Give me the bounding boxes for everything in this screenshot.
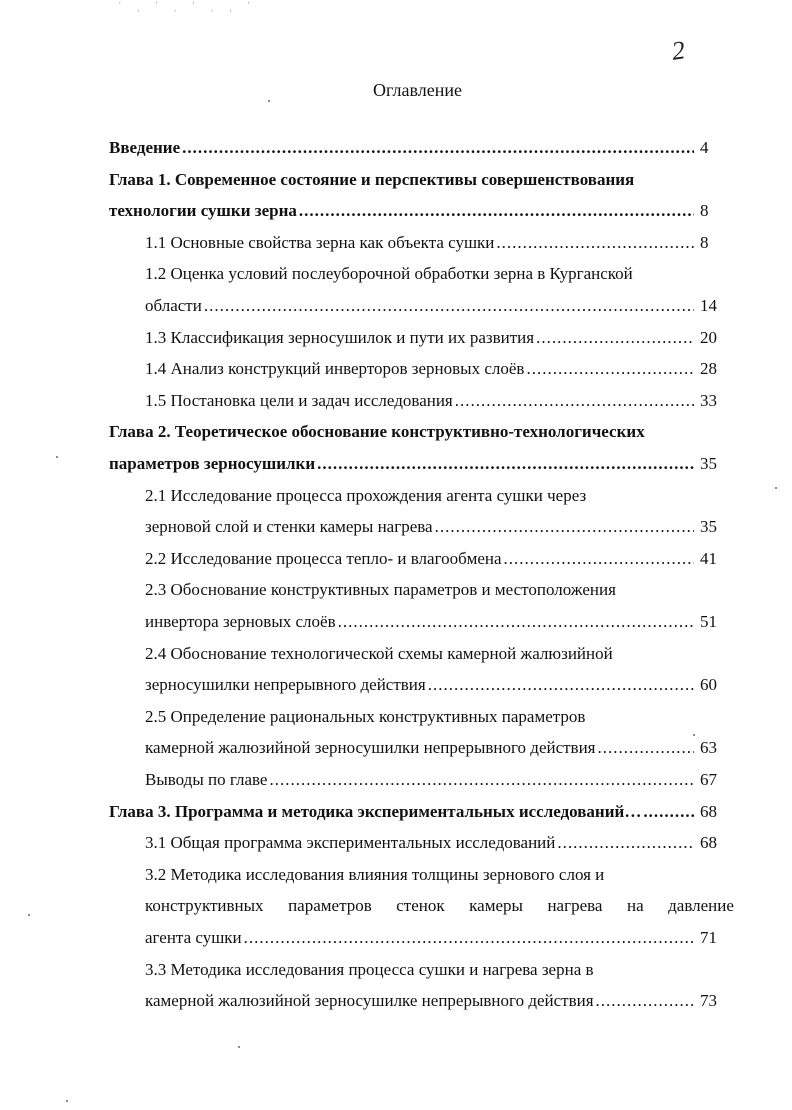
toc-chapter-entry [109, 802, 734, 834]
toc-word: конструктивных [145, 896, 264, 916]
scan-speck [693, 734, 695, 736]
toc-entry-text: 2.4 Обоснование технологической схемы камерной жалюзийной [145, 643, 613, 663]
toc-leader-dots [428, 675, 694, 695]
toc-section-entry [145, 233, 734, 265]
toc-page-number: 35 [700, 454, 717, 473]
toc-chapter-entry [109, 454, 734, 486]
toc-chapter-entry [109, 138, 734, 170]
toc-leader-dots [244, 928, 694, 948]
toc-page-number: 35 [700, 517, 717, 537]
toc-page-number: 33 [700, 390, 717, 410]
toc-entry-text: технологии сушки зерна [109, 201, 297, 221]
toc-leader-dots [598, 738, 695, 758]
toc-entry-text: 1.2 Оценка условий послеуборочной обработки зерна в Курганской [145, 264, 633, 284]
toc-page-number: 51 [700, 612, 717, 631]
toc-entry-text: 1.4 Анализ конструкций инверторов зерновых слоёв [145, 359, 525, 379]
toc-entry-text: Глава 1. Современное состояние и перспективы совершенствования [109, 169, 635, 189]
scan-speck [56, 456, 58, 458]
toc-leader-dots [435, 517, 694, 537]
scan-speck [268, 100, 270, 102]
toc-page-number: 73 [700, 991, 717, 1011]
toc-leader-dots [596, 991, 694, 1011]
toc-word: давление [668, 896, 734, 916]
toc-entry-text: 1.1 Основные свойства зерна как объекта сушки [145, 232, 495, 252]
toc-leader-dots [269, 770, 694, 790]
toc-title: Оглавление [373, 80, 462, 100]
toc-section-entry [145, 960, 734, 992]
toc-leader-dots [455, 391, 694, 411]
toc-leader-dots [526, 359, 694, 379]
toc-word: нагрева [547, 896, 603, 916]
toc-leader-dots [496, 233, 694, 253]
handwritten-page-number: 2 [669, 35, 687, 66]
toc-section-entry [145, 707, 734, 739]
toc-leader-dots [536, 328, 694, 348]
toc-section-entry [145, 770, 734, 802]
toc-page-number: 63 [700, 738, 717, 758]
toc-leader-dots [182, 138, 694, 158]
toc-entry-text: 3.1 Общая программа экспериментальных исследований [145, 833, 556, 853]
toc-entry-text: 2.5 Определение рациональных конструктивных параметров [145, 706, 586, 726]
toc-entry-text: агента сушки [145, 928, 242, 947]
scan-speck [28, 914, 30, 916]
toc-page-number: 68 [700, 833, 717, 853]
toc-section-entry [145, 486, 734, 518]
toc-section-entry [145, 833, 734, 865]
toc-page-number: 71 [700, 928, 717, 947]
toc-page-number: 28 [700, 359, 717, 379]
toc-entry-text: параметров зерносушилки [109, 454, 316, 473]
toc-section-entry [145, 738, 734, 770]
scan-artifacts: ˈ ˌ ˈ ˌ ˈ ˌ ˌ ˈ [118, 0, 257, 12]
toc-entry-text: 2.3 Обоснование конструктивных параметров и местоположения [145, 580, 616, 600]
toc-entry-text: 3.3 Методика исследования процесса сушки и нагрева зерна в [145, 959, 594, 979]
toc-word: стенок [396, 896, 445, 916]
toc-section-entry [145, 296, 734, 328]
toc-page-number: 68 [700, 801, 717, 821]
toc-section-entry [145, 359, 734, 391]
toc-section-entry [145, 612, 734, 644]
toc-entry-text: Выводы по главе [145, 770, 268, 789]
toc-entry-text: Введение [109, 138, 181, 157]
toc-leader-dots [338, 612, 694, 632]
toc-chapter-entry [109, 422, 734, 454]
scan-speck [66, 1100, 68, 1102]
toc-section-entry [145, 675, 734, 707]
toc-chapter-entry [109, 201, 734, 233]
toc-page-number: 8 [700, 232, 709, 252]
toc-entry-text [145, 896, 734, 916]
toc-chapter-entry [109, 170, 734, 202]
toc-section-entry [145, 328, 734, 360]
toc-entry-text: Глава 2. Теоретическое обоснование конструктивно-технологических [109, 422, 645, 442]
toc-section-entry [145, 928, 734, 960]
toc-section-entry [145, 264, 734, 296]
toc-page-number: 60 [700, 675, 717, 695]
toc-entry-text: камерной жалюзийной зерносушилки непрерывного действия [145, 738, 596, 758]
toc-page-number: 8 [700, 201, 709, 221]
toc-section-entry [145, 391, 734, 423]
toc-word: на [626, 896, 644, 916]
toc-entry-text: инвертора зерновых слоёв [145, 612, 336, 631]
toc-entry-text: зерновой слой и стенки камеры нагрева [145, 517, 433, 537]
toc-section-entry [145, 991, 734, 1023]
toc-entry-text: 3.2 Методика исследования влияния толщины зернового слоя и [145, 864, 605, 884]
toc-leader-dots [299, 201, 694, 221]
toc-leader-dots [204, 296, 694, 316]
toc-page-number: 67 [700, 770, 717, 789]
toc-section-entry [145, 517, 734, 549]
toc-page-number: 41 [700, 548, 717, 568]
toc-entry-text: зерносушилки непрерывного действия [145, 675, 426, 695]
toc-section-entry [145, 580, 734, 612]
toc-leader-dots [317, 454, 694, 474]
toc-leader-dots [643, 802, 694, 822]
toc-entry-text: Глава 3. Программа и методика экспериментальных исследований… [109, 801, 642, 821]
toc-page-number: 4 [700, 138, 709, 157]
toc-section-entry [145, 896, 734, 928]
toc-entry-text: 1.5 Постановка цели и задач исследования [145, 390, 453, 410]
toc-page-number: 20 [700, 327, 717, 347]
toc-entry-text: камерной жалюзийной зерносушилке непрерывного действия [145, 991, 594, 1011]
toc-entry-text: 2.2 Исследование процесса тепло- и влагообмена [145, 548, 502, 568]
toc-entry-text: области [145, 296, 202, 315]
toc-leader-dots [557, 833, 694, 853]
toc-section-entry [145, 865, 734, 897]
toc-word: параметров [288, 896, 372, 916]
toc-word: камеры [469, 896, 523, 916]
scan-speck [238, 1046, 240, 1048]
toc-section-entry [145, 549, 734, 581]
toc-page-number: 14 [700, 296, 717, 315]
scan-speck [775, 487, 777, 489]
toc-section-entry [145, 644, 734, 676]
toc-entry-text: 1.3 Классификация зерносушилок и пути их развития [145, 327, 535, 347]
toc-entry-text: 2.1 Исследование процесса прохождения агента сушки через [145, 485, 587, 505]
toc-leader-dots [504, 549, 694, 569]
